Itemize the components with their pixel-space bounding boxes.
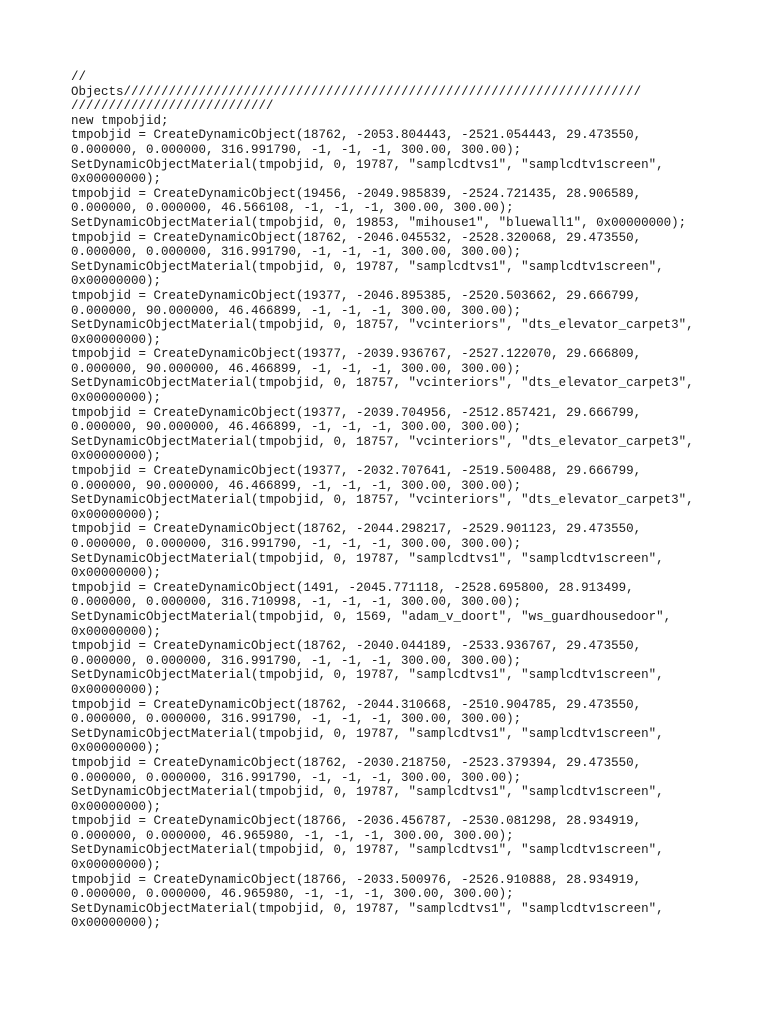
code-line: tmpobjid = CreateDynamicObject(19377, -2039.704956, -2512.857421, 29.666799, — [71, 405, 642, 420]
code-line: 0.000000, 0.000000, 316.710998, -1, -1, -1, 300.00, 300.00); — [71, 595, 522, 610]
code-line: 0x00000000); — [71, 858, 162, 873]
code-line: new tmpobjid; — [71, 113, 169, 128]
code-line: SetDynamicObjectMaterial(tmpobjid, 0, 18757, "vcinteriors", "dts_elevator_carpet3", — [71, 376, 694, 391]
code-line: tmpobjid = CreateDynamicObject(18762, -2044.298217, -2529.901123, 29.473550, — [71, 522, 642, 537]
code-line: 0x00000000); — [71, 507, 162, 522]
code-listing — [71, 70, 711, 931]
code-line: tmpobjid = CreateDynamicObject(19377, -2039.936767, -2527.122070, 29.666809, — [71, 347, 642, 362]
code-line: 0x00000000); — [71, 449, 162, 464]
code-line: SetDynamicObjectMaterial(tmpobjid, 0, 19853, "mihouse1", "bluewall1", 0x00000000); — [71, 215, 687, 230]
code-line: tmpobjid = CreateDynamicObject(18762, -2046.045532, -2528.320068, 29.473550, — [71, 230, 642, 245]
code-line: tmpobjid = CreateDynamicObject(18762, -2040.044189, -2533.936767, 29.473550, — [71, 639, 642, 654]
code-line: tmpobjid = CreateDynamicObject(18766, -2036.456787, -2530.081298, 28.934919, — [71, 814, 642, 829]
code-line: SetDynamicObjectMaterial(tmpobjid, 0, 18757, "vcinteriors", "dts_elevator_carpet3", — [71, 434, 694, 449]
code-line: tmpobjid = CreateDynamicObject(19377, -2032.707641, -2519.500488, 29.666799, — [71, 464, 642, 479]
code-line: 0.000000, 0.000000, 316.991790, -1, -1, -1, 300.00, 300.00); — [71, 712, 522, 727]
code-line: 0x00000000); — [71, 682, 162, 697]
code-line: 0.000000, 0.000000, 316.991790, -1, -1, -1, 300.00, 300.00); — [71, 142, 522, 157]
code-line: 0.000000, 0.000000, 316.991790, -1, -1, -1, 300.00, 300.00); — [71, 245, 522, 260]
code-line: 0.000000, 0.000000, 316.991790, -1, -1, -1, 300.00, 300.00); — [71, 537, 522, 551]
code-line: tmpobjid = CreateDynamicObject(18762, -2030.218750, -2523.379394, 29.473550, — [71, 755, 642, 770]
code-line: tmpobjid = CreateDynamicObject(19456, -2049.985839, -2524.721435, 28.906589, — [71, 186, 642, 201]
code-line: 0x00000000); — [71, 332, 162, 347]
code-line: 0.000000, 0.000000, 316.991790, -1, -1, -1, 300.00, 300.00); — [71, 653, 522, 668]
code-line: 0x00000000); — [71, 172, 162, 187]
code-line: 0.000000, 0.000000, 46.566108, -1, -1, -1, 300.00, 300.00); — [71, 201, 514, 216]
code-line: tmpobjid = CreateDynamicObject(18762, -2044.310668, -2510.904785, 29.473550, — [71, 697, 642, 712]
code-line: SetDynamicObjectMaterial(tmpobjid, 0, 19787, "samplcdtvs1", "samplcdtv1screen", — [71, 901, 664, 916]
code-line: 0.000000, 90.000000, 46.466899, -1, -1, -1, 300.00, 300.00); — [71, 303, 522, 318]
code-line: tmpobjid = CreateDynamicObject(18766, -2033.500976, -2526.910888, 28.934919, — [71, 872, 642, 887]
code-line: 0x00000000); — [71, 391, 162, 406]
code-line: SetDynamicObjectMaterial(tmpobjid, 0, 18757, "vcinteriors", "dts_elevator_carpet3", — [71, 493, 694, 508]
code-line: SetDynamicObjectMaterial(tmpobjid, 0, 18757, "vcinteriors", "dts_elevator_carpet3", — [71, 318, 694, 333]
code-line: // — [71, 70, 87, 84]
code-line: SetDynamicObjectMaterial(tmpobjid, 0, 19787, "samplcdtvs1", "samplcdtv1screen", — [71, 785, 664, 800]
code-line: 0x00000000); — [71, 799, 162, 814]
code-line: 0x00000000); — [71, 916, 162, 931]
code-line: SetDynamicObjectMaterial(tmpobjid, 0, 19787, "samplcdtvs1", "samplcdtv1screen", — [71, 157, 664, 172]
code-line: SetDynamicObjectMaterial(tmpobjid, 0, 19787, "samplcdtvs1", "samplcdtv1screen", — [71, 551, 664, 566]
code-line: 0x00000000); — [71, 741, 162, 756]
code-line: 0.000000, 0.000000, 46.965980, -1, -1, -1, 300.00, 300.00); — [71, 887, 514, 902]
code-line: tmpobjid = CreateDynamicObject(18762, -2053.804443, -2521.054443, 29.473550, — [71, 128, 642, 143]
code-line: /////////////////////////// — [71, 99, 274, 114]
code-line: SetDynamicObjectMaterial(tmpobjid, 0, 19787, "samplcdtvs1", "samplcdtv1screen", — [71, 668, 664, 683]
code-line: 0.000000, 90.000000, 46.466899, -1, -1, -1, 300.00, 300.00); — [71, 420, 522, 435]
code-line: Objects///////////////////////////////////////////////////////////////////// — [71, 84, 642, 99]
code-line: 0.000000, 90.000000, 46.466899, -1, -1, -1, 300.00, 300.00); — [71, 361, 522, 376]
code-line: SetDynamicObjectMaterial(tmpobjid, 0, 19787, "samplcdtvs1", "samplcdtv1screen", — [71, 843, 664, 858]
code-line: SetDynamicObjectMaterial(tmpobjid, 0, 19787, "samplcdtvs1", "samplcdtv1screen", — [71, 726, 664, 741]
code-line: 0.000000, 0.000000, 316.991790, -1, -1, -1, 300.00, 300.00); — [71, 770, 522, 785]
code-line: 0.000000, 90.000000, 46.466899, -1, -1, -1, 300.00, 300.00); — [71, 478, 522, 493]
code-line: 0.000000, 0.000000, 46.965980, -1, -1, -1, 300.00, 300.00); — [71, 828, 514, 843]
code-line: 0x00000000); — [71, 566, 162, 581]
code-line: SetDynamicObjectMaterial(tmpobjid, 0, 19787, "samplcdtvs1", "samplcdtv1screen", — [71, 259, 664, 274]
code-line: tmpobjid = CreateDynamicObject(1491, -2045.771118, -2528.695800, 28.913499, — [71, 580, 634, 595]
code-line: 0x00000000); — [71, 274, 162, 289]
code-line: SetDynamicObjectMaterial(tmpobjid, 0, 1569, "adam_v_doort", "ws_guardhousedoor", — [71, 609, 672, 624]
code-line: 0x00000000); — [71, 624, 162, 639]
code-line: tmpobjid = CreateDynamicObject(19377, -2046.895385, -2520.503662, 29.666799, — [71, 288, 642, 303]
